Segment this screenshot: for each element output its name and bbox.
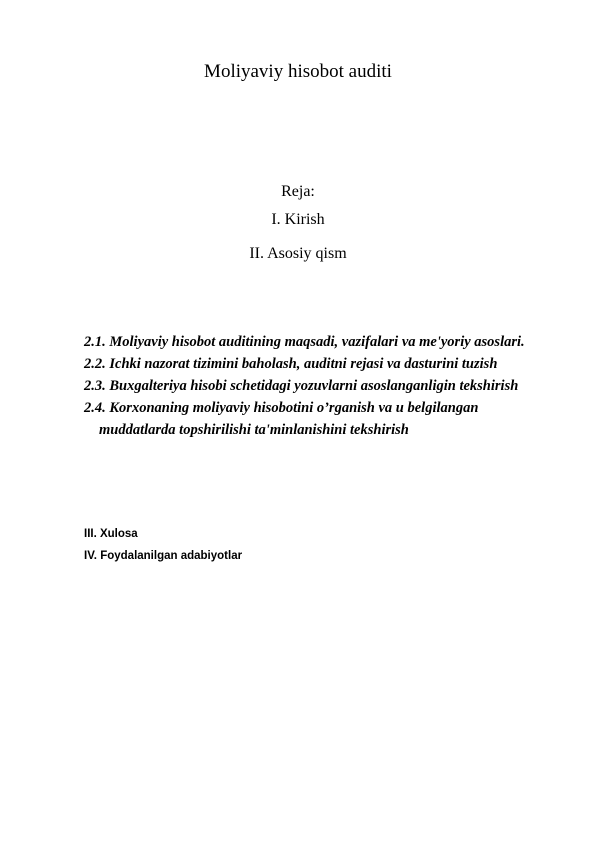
document-title: Moliyaviy hisobot auditi [204,61,392,82]
references-heading: IV. Foydalanilgan adabiyotlar [84,550,243,562]
section-item: 2.3. Buxgalteriya hisobi schetidagi yozuvlarni asoslanganligin tekshirish [84,378,519,394]
section-list [84,331,554,441]
section-item: 2.4. Korxonaning moliyaviy hisobotini o’rganish va u belgilangan muddatlarda topshirilishi ta'minlanishini tekshirish [84,400,479,438]
plan-heading: Reja: [281,183,315,200]
conclusion-heading: III. Xulosa [84,528,138,540]
plan-part-introduction: I. Kirish [271,211,325,228]
plan-part-main: II. Asosiy qism [249,245,347,262]
closing-parts [84,523,554,567]
section-item: 2.1. Moliyaviy hisobot auditining maqsadi, vazifalari va me'yoriy asoslari. [84,334,525,350]
section-item: 2.2. Ichki nazorat tizimini baholash, auditni rejasi va dasturini tuzish [84,356,498,372]
